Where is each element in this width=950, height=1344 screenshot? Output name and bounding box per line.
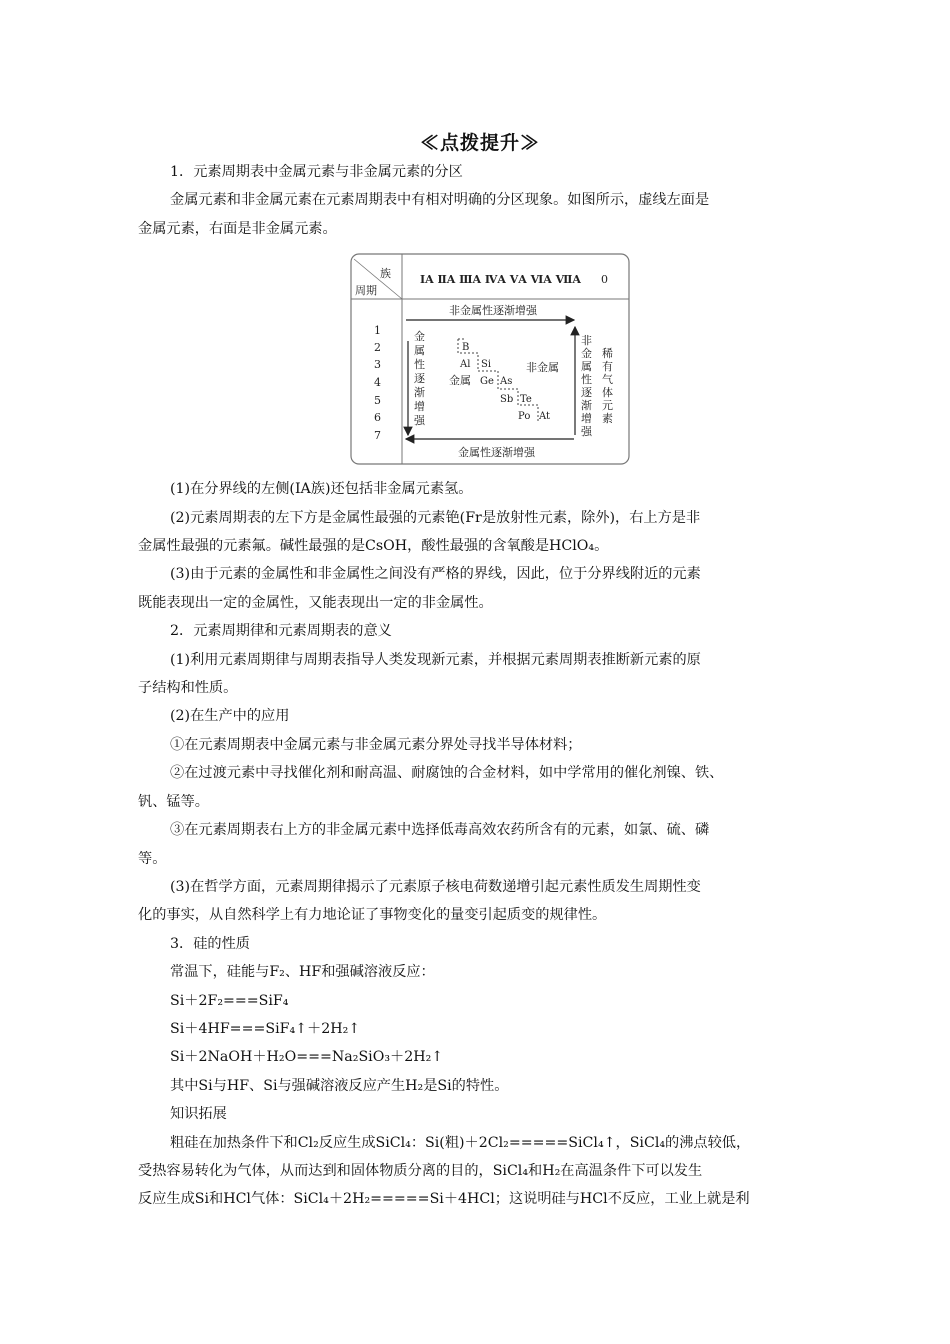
periodic-table-figure	[350, 253, 630, 465]
section3-title: 3．硅的性质	[170, 935, 250, 952]
note-1: (1)在分界线的左侧(ⅠA族)还包括非金属元素氢。	[170, 481, 473, 498]
element-b: B	[462, 342, 470, 354]
svg-text:渐: 渐	[581, 399, 592, 413]
equation-1: Si＋2F₂===SiF₄	[170, 992, 289, 1009]
section1-intro-line1: 金属元素和非金属元素在元素周期表中有相对明确的分区现象。如图所示，虚线左面是	[170, 192, 710, 209]
section3-intro: 常温下，硅能与F₂、HF和强碱溶液反应：	[170, 964, 435, 981]
period-4: 4	[374, 376, 381, 390]
element-sb: Sb	[500, 394, 514, 406]
note-2-line2: 金属性最强的元素氟。碱性最强的是CsOH，酸性最强的含氧酸是HClO₄。	[138, 538, 609, 555]
svg-text:金: 金	[581, 347, 592, 361]
svg-text:非: 非	[581, 334, 592, 348]
svg-text:属: 属	[414, 344, 425, 358]
svg-text:逐: 逐	[581, 386, 592, 400]
noble-gas-label	[602, 346, 613, 425]
section2-p2a: ①在元素周期表中金属元素与非金属元素分界处寻找半导体材料；	[170, 736, 582, 753]
document-page	[138, 128, 822, 1214]
metal-region-label: 金属	[449, 374, 471, 388]
svg-text:有: 有	[602, 360, 613, 374]
section2-p3-line1: (3)在哲学方面，元素周期律揭示了元素原子核电荷数递增引起元素性质发生周期性变	[170, 878, 701, 895]
note-2-line1: (2)元素周期表的左下方是金属性最强的元素铯(Fr是放射性元素，除外)，右上方是非	[170, 509, 701, 526]
note-3-line2: 既能表现出一定的金属性，又能表现出一定的非金属性。	[138, 594, 493, 611]
svg-text:增: 增	[414, 400, 425, 414]
section3-note: 其中Si与HF、Si与强碱溶液反应产生H₂是Si的特性。	[170, 1077, 509, 1094]
section2-title: 2．元素周期律和元素周期表的意义	[170, 623, 392, 640]
svg-text:性: 性	[414, 358, 425, 372]
svg-text:体: 体	[602, 386, 613, 400]
periodic-table-diagram	[350, 253, 630, 465]
period-6: 6	[374, 411, 381, 425]
extension-line1: 粗硅在加热条件下和Cl₂反应生成SiCl₄：Si(粗)＋2Cl₂=====SiCl₄↑，SiCl₄的沸点较低，	[170, 1134, 751, 1151]
group-headers: ⅠA ⅡA ⅢA ⅣA ⅤA ⅥA ⅦA	[420, 273, 581, 287]
right-vertical-label	[581, 333, 593, 438]
equation-3: Si＋2NaOH＋H₂O===Na₂SiO₃＋2H₂↑	[170, 1049, 444, 1066]
extension-line3: 反应生成Si和HCl气体：SiCl₄＋2H₂=====Si＋4HCl；这说明硅与HCl不反应，工业上就是利	[138, 1191, 750, 1208]
section2-p2c-line1: ③在元素周期表右上方的非金属元素中选择低毒高效农药所含有的元素，如氯、硫、磷	[170, 822, 710, 839]
section1-intro-line2: 金属元素，右面是非金属元素。	[138, 220, 337, 237]
element-as: As	[500, 376, 513, 388]
period-1: 1	[374, 324, 381, 338]
section2-p2b-line2: 钒、锰等。	[138, 793, 209, 810]
svg-text:属: 属	[581, 360, 592, 374]
element-po: Po	[518, 411, 531, 423]
corner-period-label: 周期	[355, 284, 377, 298]
extension-line2: 受热容易转化为气体，从而达到和固体物质分离的目的，SiCl₄和H₂在高温条件下可以发生	[138, 1162, 703, 1179]
period-2: 2	[374, 341, 381, 355]
group-zero: 0	[601, 273, 608, 287]
element-si: Si	[481, 359, 492, 371]
corner-group-label: 族	[380, 267, 391, 281]
svg-text:元: 元	[602, 399, 613, 413]
section2-p1-line2: 子结构和性质。	[138, 680, 238, 697]
period-5: 5	[374, 394, 381, 408]
period-3: 3	[374, 358, 381, 372]
svg-text:素: 素	[602, 412, 613, 426]
equation-2: Si＋4HF===SiF₄↑＋2H₂↑	[170, 1020, 361, 1037]
left-vertical-label	[414, 329, 426, 427]
section-heading: ≪点拨提升≫	[419, 132, 540, 154]
svg-text:强: 强	[581, 425, 592, 439]
svg-text:逐: 逐	[414, 372, 425, 386]
svg-text:金: 金	[414, 330, 425, 344]
element-at: At	[539, 411, 551, 423]
nonmetal-region-label: 非金属	[526, 361, 559, 375]
svg-text:性: 性	[581, 373, 592, 387]
extension-title: 知识拓展	[170, 1106, 227, 1123]
svg-text:增: 增	[581, 412, 592, 426]
section2-p1-line1: (1)利用元素周期律与周期表指导人类发现新元素，并根据元素周期表推断新元素的原	[170, 651, 701, 668]
section2-p2: (2)在生产中的应用	[170, 708, 290, 725]
element-ge: Ge	[480, 376, 494, 388]
svg-text:强: 强	[414, 414, 425, 428]
svg-text:气: 气	[602, 373, 613, 387]
element-te: Te	[520, 394, 532, 406]
section2-p3-line2: 化的事实，从自然科学上有力地论证了事物变化的量变引起质变的规律性。	[138, 907, 607, 924]
top-arrow-label: 非金属性逐渐增强	[449, 304, 537, 318]
section2-p2b-line1: ②在过渡元素中寻找催化剂和耐高温、耐腐蚀的合金材料，如中学常用的催化剂镍、铁、	[170, 765, 724, 782]
section2-p2c-line2: 等。	[138, 850, 167, 867]
bottom-arrow-label: 金属性逐渐增强	[458, 446, 535, 460]
svg-text:稀: 稀	[602, 347, 613, 361]
svg-text:渐: 渐	[414, 386, 425, 400]
element-al: Al	[460, 359, 471, 371]
period-7: 7	[374, 429, 381, 443]
section1-title: 1．元素周期表中金属元素与非金属元素的分区	[170, 164, 463, 180]
note-3-line1: (3)由于元素的金属性和非金属性之间没有严格的界线，因此，位于分界线附近的元素	[170, 566, 701, 583]
